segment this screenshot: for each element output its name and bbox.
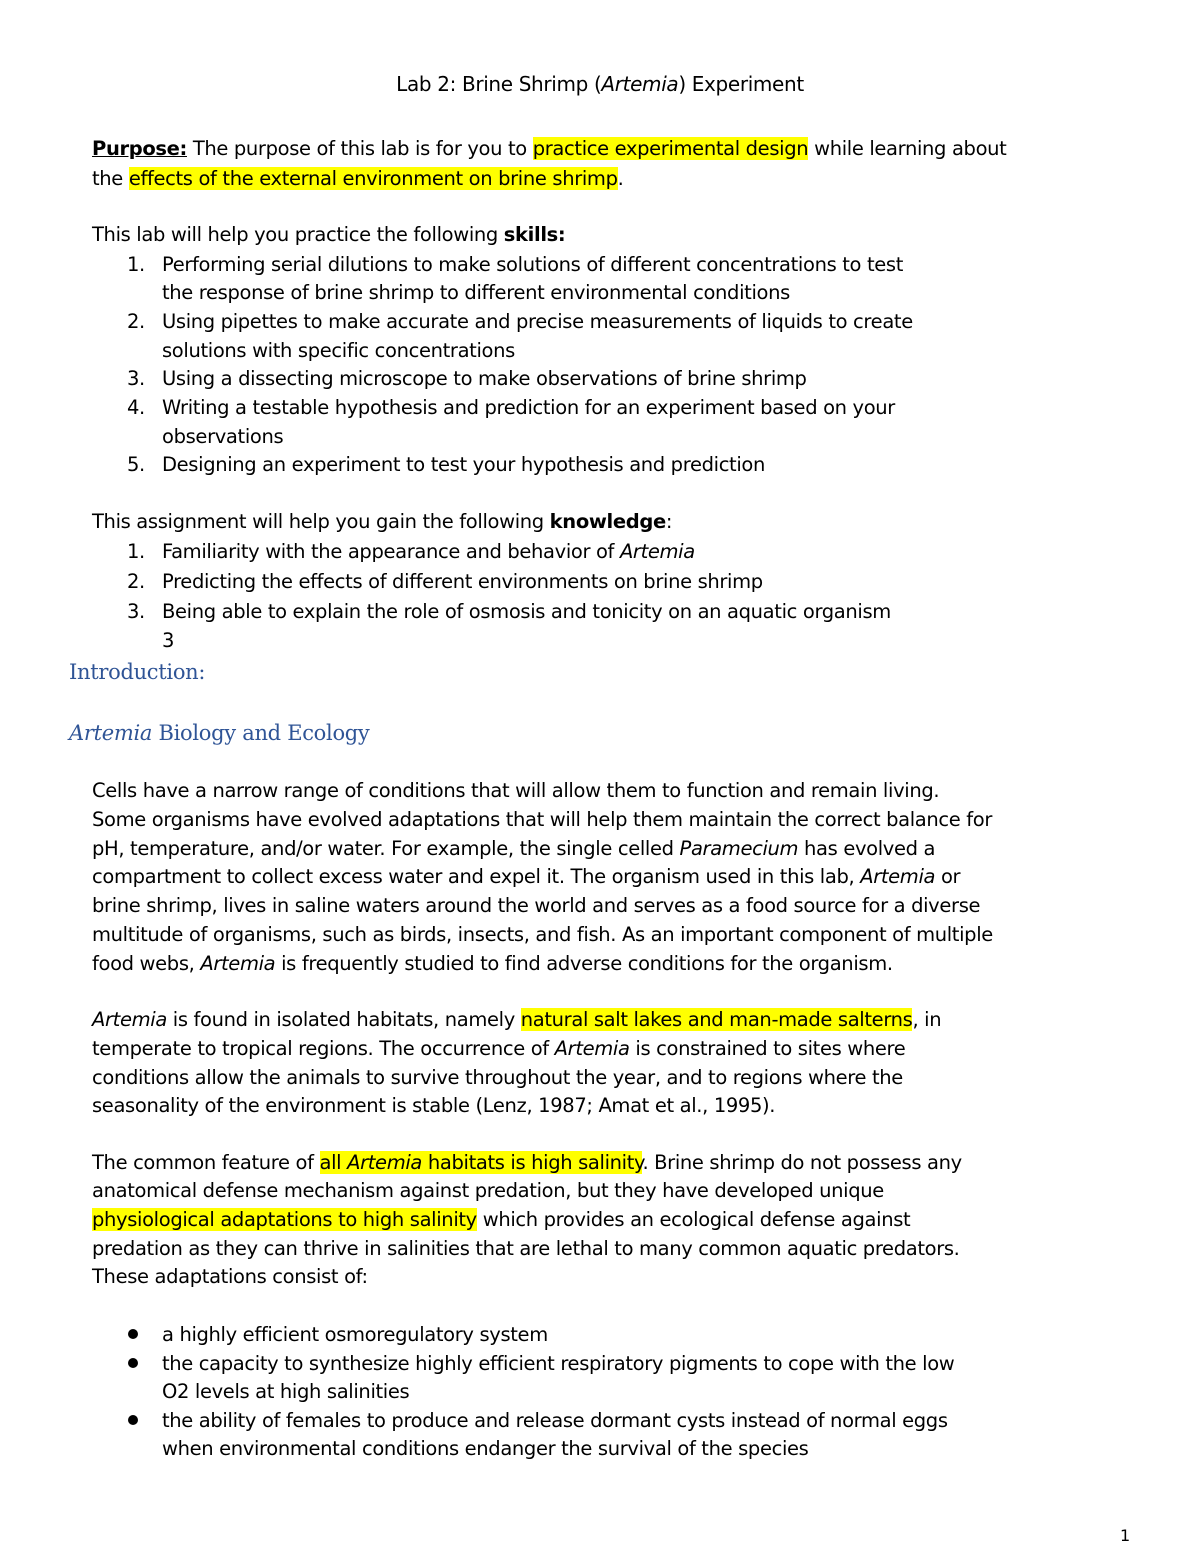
list-number: 3. — [127, 367, 145, 390]
bullet-item-cont: when environmental conditions endanger the survival of the species — [162, 1437, 809, 1460]
document-title: Lab 2: Brine Shrimp (Artemia) Experiment — [396, 72, 804, 96]
list-item-cont: solutions with specific concentrations — [162, 339, 515, 362]
list-item: Predicting the effects of different environments on brine shrimp — [162, 570, 763, 593]
bullet-item: the capacity to synthesize highly efficient respiratory pigments to cope with the low — [162, 1352, 955, 1375]
list-item: Writing a testable hypothesis and prediction for an experiment based on your — [162, 396, 895, 419]
paragraph-line: temperate to tropical regions. The occurrence of Artemia is constrained to sites where — [92, 1037, 906, 1060]
list-number: 2. — [127, 570, 145, 593]
list-item: Using a dissecting microscope to make observations of brine shrimp — [162, 367, 807, 390]
list-number: 1. — [127, 253, 145, 276]
bullet-icon — [128, 1358, 138, 1368]
paragraph-line: The common feature of all Artemia habitats is high salinity. Brine shrimp do not possess any — [92, 1151, 962, 1174]
introduction-heading: Introduction: — [69, 660, 206, 684]
bullet-item-cont: O2 levels at high salinities — [162, 1380, 410, 1403]
list-item-cont: the response of brine shrimp to different environmental conditions — [162, 281, 790, 304]
page-number: 1 — [1120, 1526, 1131, 1545]
paragraph-line: multitude of organisms, such as birds, insects, and fish. As an important component of multiple — [92, 923, 993, 946]
bullet-icon — [128, 1329, 138, 1339]
paragraph-line: Some organisms have evolved adaptations that will help them maintain the correct balance for — [92, 808, 993, 831]
list-number: 1. — [127, 540, 145, 563]
list-number: 3. — [127, 600, 145, 623]
bullet-icon — [128, 1415, 138, 1425]
highlight: effects of the external environment on brine shrimp — [128, 167, 618, 190]
highlight: natural salt lakes and man-made salterns — [520, 1008, 913, 1031]
list-item: Familiarity with the appearance and behavior of Artemia — [162, 540, 695, 563]
list-number: 5. — [127, 453, 145, 476]
paragraph-line: These adaptations consist of: — [92, 1265, 368, 1288]
highlight: all Artemia habitats is high salinity — [319, 1151, 643, 1174]
list-item: Designing an experiment to test your hypothesis and prediction — [162, 453, 766, 476]
skills-intro: This lab will help you practice the following skills: — [92, 223, 566, 246]
bullet-item: the ability of females to produce and release dormant cysts instead of normal eggs — [162, 1409, 948, 1432]
list-item: Being able to explain the role of osmosis and tonicity on an aquatic organism — [162, 600, 891, 623]
paragraph-line: Artemia is found in isolated habitats, namely natural salt lakes and man-made salterns, in — [92, 1008, 942, 1031]
list-number: 2. — [127, 310, 145, 333]
paragraph-line: Cells have a narrow range of conditions that will allow them to function and remain living. — [92, 779, 940, 802]
paragraph-line: anatomical defense mechanism against predation, but they have developed unique — [92, 1179, 884, 1202]
highlight: practice experimental design — [532, 137, 809, 160]
paragraph-line: conditions allow the animals to survive throughout the year, and to regions where the — [92, 1066, 903, 1089]
purpose-line-2: the effects of the external environment on brine shrimp. — [92, 167, 624, 190]
purpose-line-1: Purpose: The purpose of this lab is for you to practice experimental design while learning about — [92, 137, 1007, 160]
subsection-heading: Artemia Biology and Ecology — [69, 721, 370, 745]
list-item-cont: observations — [162, 425, 284, 448]
paragraph-line: predation as they can thrive in salinities that are lethal to many common aquatic predators. — [92, 1237, 960, 1260]
list-item: Using pipettes to make accurate and precise measurements of liquids to create — [162, 310, 913, 333]
paragraph-line: seasonality of the environment is stable (Lenz, 1987; Amat et al., 1995). — [92, 1094, 776, 1117]
paragraph-line: physiological adaptations to high salinity which provides an ecological defense against — [92, 1208, 911, 1231]
purpose-label: Purpose: — [92, 137, 187, 160]
stray-number: 3 — [162, 629, 175, 652]
paragraph-line: food webs, Artemia is frequently studied to find adverse conditions for the organism. — [92, 952, 893, 975]
list-item: Performing serial dilutions to make solutions of different concentrations to test — [162, 253, 904, 276]
paragraph-line: pH, temperature, and/or water. For example, the single celled Paramecium has evolved a — [92, 837, 936, 860]
list-number: 4. — [127, 396, 145, 419]
paragraph-line: compartment to collect excess water and expel it. The organism used in this lab, Artemia or — [92, 865, 961, 888]
paragraph-line: brine shrimp, lives in saline waters around the world and serves as a food source for a diverse — [92, 894, 981, 917]
highlight: physiological adaptations to high salinity — [92, 1208, 477, 1231]
knowledge-intro: This assignment will help you gain the following knowledge: — [92, 510, 673, 533]
bullet-item: a highly efficient osmoregulatory system — [162, 1323, 548, 1346]
